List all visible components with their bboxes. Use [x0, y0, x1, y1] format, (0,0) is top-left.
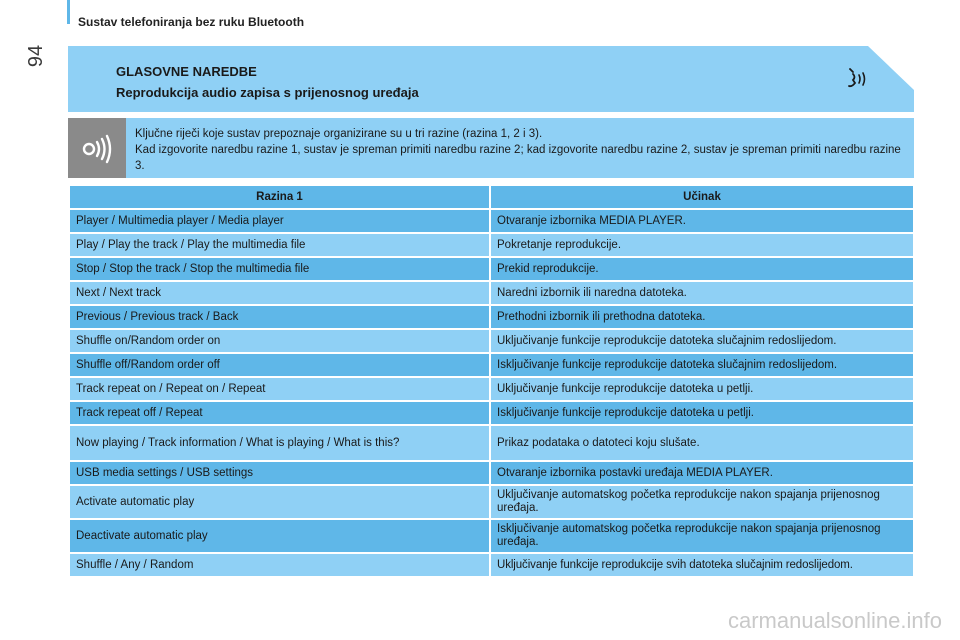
command-cell: Shuffle on/Random order on	[70, 330, 489, 352]
table-row	[70, 486, 913, 518]
running-head: Sustav telefoniranja bez ruku Bluetooth	[78, 15, 305, 29]
command-cell: Next / Next track	[70, 282, 489, 304]
effect-cell: Uključivanje automatskog početka reprodukcije nakon spajanja prijenosnog uređaja.	[491, 486, 913, 518]
voice-command-icon	[844, 66, 870, 92]
table-header-row	[70, 186, 913, 208]
table-row	[70, 462, 913, 484]
table-row	[70, 354, 913, 376]
info-line: Ključne riječi koje sustav prepoznaje organizirane su u tri razine (razina 1, 2 i 3).	[135, 128, 543, 140]
command-cell: Stop / Stop the track / Stop the multimedia file	[70, 258, 489, 280]
command-cell: Now playing / Track information / What is playing / What is this?	[70, 426, 489, 460]
command-cell: Play / Play the track / Play the multimedia file	[70, 234, 489, 256]
command-cell: Shuffle off/Random order off	[70, 354, 489, 376]
effect-cell: Prethodni izbornik ili prethodna datoteka.	[491, 306, 913, 328]
effect-cell: Prikaz podataka o datoteci koju slušate.	[491, 426, 913, 460]
speaker-sound-icon	[80, 134, 114, 164]
table-row	[70, 402, 913, 424]
table-row	[70, 378, 913, 400]
header-level-1: Razina 1	[70, 186, 489, 208]
table-row	[70, 330, 913, 352]
table-row	[70, 282, 913, 304]
effect-cell: Pokretanje reprodukcije.	[491, 234, 913, 256]
effect-cell: Isključivanje automatskog početka reprodukcije nakon spajanja prijenosnog uređaja.	[491, 520, 913, 552]
info-text	[135, 126, 905, 174]
page-number: 94	[25, 44, 47, 68]
effect-cell: Uključivanje funkcije reprodukcije svih datoteka slučajnim redoslijedom.	[491, 554, 913, 576]
effect-cell: Uključivanje funkcije reprodukcije datoteka u petlji.	[491, 378, 913, 400]
command-cell: Deactivate automatic play	[70, 520, 489, 552]
watermark: carmanualsonline.info	[727, 608, 942, 633]
effect-cell: Otvaranje izbornika MEDIA PLAYER.	[491, 210, 913, 232]
command-cell: Player / Multimedia player / Media player	[70, 210, 489, 232]
command-cell: Track repeat on / Repeat on / Repeat	[70, 378, 489, 400]
command-cell: USB media settings / USB settings	[70, 462, 489, 484]
table-row	[70, 426, 913, 460]
command-cell: Shuffle / Any / Random	[70, 554, 489, 576]
voice-commands-table	[68, 184, 915, 578]
effect-cell: Otvaranje izbornika postavki uređaja MEDIA PLAYER.	[491, 462, 913, 484]
table-row	[70, 210, 913, 232]
command-cell: Previous / Previous track / Back	[70, 306, 489, 328]
effect-cell: Isključivanje funkcije reprodukcije datoteka slučajnim redoslijedom.	[491, 354, 913, 376]
table-row	[70, 258, 913, 280]
table-row	[70, 520, 913, 552]
effect-cell: Prekid reprodukcije.	[491, 258, 913, 280]
table-row	[70, 234, 913, 256]
table-row	[70, 306, 913, 328]
command-cell: Track repeat off / Repeat	[70, 402, 489, 424]
section-subtitle: Reprodukcija audio zapisa s prijenosnog uređaja	[116, 85, 419, 100]
table-row	[70, 554, 913, 576]
effect-cell: Naredni izbornik ili naredna datoteka.	[491, 282, 913, 304]
command-cell: Activate automatic play	[70, 486, 489, 518]
section-banner	[68, 46, 914, 112]
effect-cell: Isključivanje funkcije reprodukcije datoteka u petlji.	[491, 402, 913, 424]
effect-cell: Uključivanje funkcije reprodukcije datoteka slučajnim redoslijedom.	[491, 330, 913, 352]
section-title: GLASOVNE NAREDBE	[116, 64, 257, 79]
header-effect: Učinak	[491, 186, 913, 208]
info-line: Kad izgovorite naredbu razine 1, sustav je spreman primiti naredbu razine 2; kad izgovorite naredbu razine 2, sustav je spreman primiti naredbu razine 3.	[135, 144, 901, 172]
accent-bar	[67, 0, 70, 24]
